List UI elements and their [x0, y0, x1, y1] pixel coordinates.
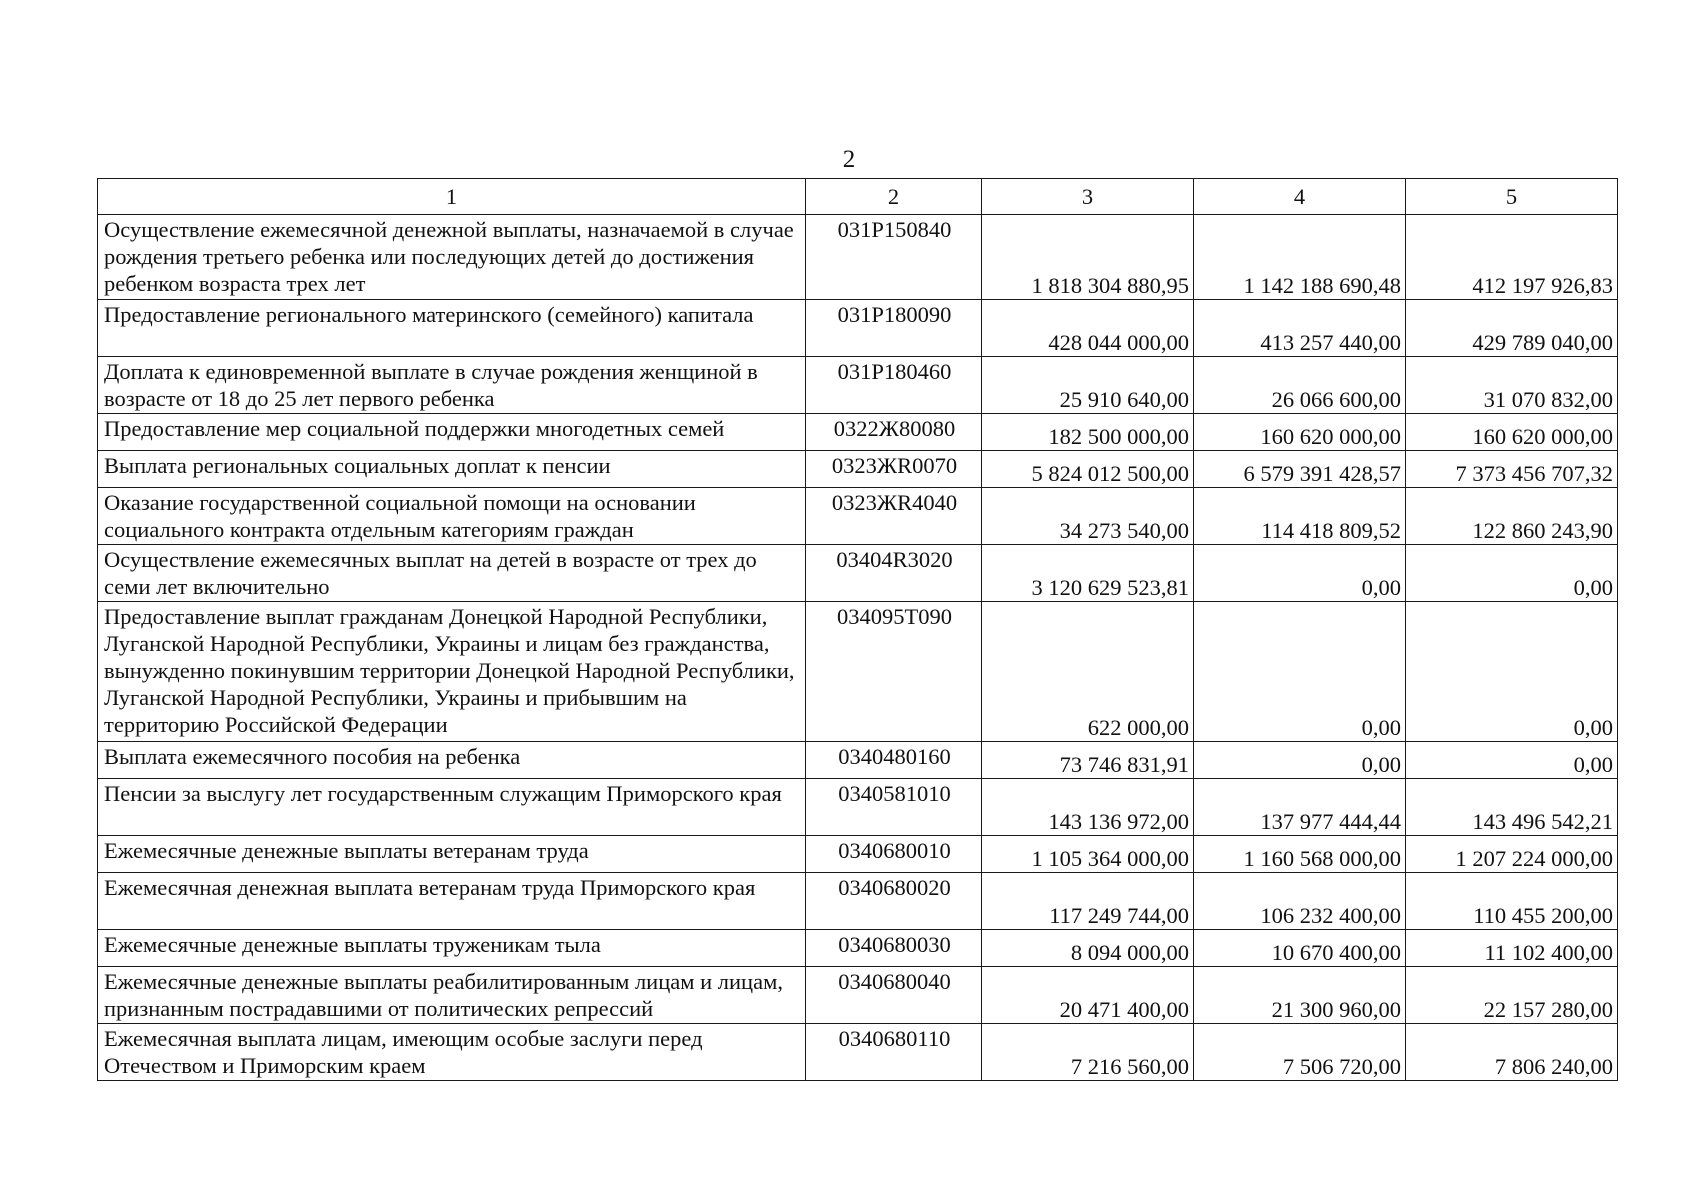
row-code: 0340680040: [806, 967, 982, 1024]
table-row: [98, 602, 1618, 742]
budget-table: [97, 178, 1618, 1081]
row-value-5: 160 620 000,00: [1406, 414, 1618, 451]
table-row: [98, 742, 1618, 779]
row-value-5: 122 860 243,90: [1406, 488, 1618, 545]
row-name: Осуществление ежемесячной денежной выплаты, назначаемой в случае рождения третьего ребенка или последующих детей до достижения ребенком возраста трех лет: [98, 215, 806, 300]
row-name: Ежемесячные денежные выплаты реабилитированным лицам и лицам, признанным пострадавшими от политических репрессий: [98, 967, 806, 1024]
row-name: Оказание государственной социальной помощи на основании социального контракта отдельным категориям граждан: [98, 488, 806, 545]
row-code: 03404R3020: [806, 545, 982, 602]
row-name: Предоставление выплат гражданам Донецкой Народной Республики, Луганской Народной Республики, Украины и лицам без гражданства, вынужденно покинувшим территории Донецкой Народной Республики, Луганской Народной Республики, Украины и прибывшим на территорию Российской Федерации: [98, 602, 806, 742]
row-code: 0323ЖR0070: [806, 451, 982, 488]
row-value-3: 1 818 304 880,95: [982, 215, 1194, 300]
row-value-4: 26 066 600,00: [1194, 357, 1406, 414]
table-header-row: [98, 179, 1618, 215]
row-name: Ежемесячная выплата лицам, имеющим особые заслуги перед Отечеством и Приморским краем: [98, 1024, 806, 1081]
row-value-5: 1 207 224 000,00: [1406, 836, 1618, 873]
row-name: Выплата региональных социальных доплат к пенсии: [98, 451, 806, 488]
row-value-4: 6 579 391 428,57: [1194, 451, 1406, 488]
row-name: Ежемесячная денежная выплата ветеранам труда Приморского края: [98, 873, 806, 930]
row-value-5: 412 197 926,83: [1406, 215, 1618, 300]
row-code: 034095T090: [806, 602, 982, 742]
column-header-1: 1: [98, 179, 806, 215]
row-value-4: 21 300 960,00: [1194, 967, 1406, 1024]
row-value-3: 25 910 640,00: [982, 357, 1194, 414]
row-value-4: 106 232 400,00: [1194, 873, 1406, 930]
row-name: Предоставление мер социальной поддержки многодетных семей: [98, 414, 806, 451]
row-code: 0322Ж80080: [806, 414, 982, 451]
row-value-3: 20 471 400,00: [982, 967, 1194, 1024]
row-value-3: 3 120 629 523,81: [982, 545, 1194, 602]
row-value-5: 143 496 542,21: [1406, 779, 1618, 836]
table-row: [98, 300, 1618, 357]
row-value-4: 1 142 188 690,48: [1194, 215, 1406, 300]
row-code: 0340480160: [806, 742, 982, 779]
column-header-2: 2: [806, 179, 982, 215]
row-code: 031P150840: [806, 215, 982, 300]
row-value-5: 11 102 400,00: [1406, 930, 1618, 967]
row-value-4: 160 620 000,00: [1194, 414, 1406, 451]
column-header-4: 4: [1194, 179, 1406, 215]
row-value-3: 428 044 000,00: [982, 300, 1194, 357]
row-value-5: 22 157 280,00: [1406, 967, 1618, 1024]
table-row: [98, 545, 1618, 602]
row-name: Выплата ежемесячного пособия на ребенка: [98, 742, 806, 779]
column-header-3: 3: [982, 179, 1194, 215]
row-name: Пенсии за выслугу лет государственным служащим Приморского края: [98, 779, 806, 836]
row-code: 0340581010: [806, 779, 982, 836]
row-name: Предоставление регионального материнского (семейного) капитала: [98, 300, 806, 357]
row-code: 0340680010: [806, 836, 982, 873]
row-name: Ежемесячные денежные выплаты ветеранам труда: [98, 836, 806, 873]
row-code: 031P180090: [806, 300, 982, 357]
row-name: Ежемесячные денежные выплаты труженикам тыла: [98, 930, 806, 967]
table-row: [98, 779, 1618, 836]
row-value-5: 0,00: [1406, 602, 1618, 742]
table-row: [98, 414, 1618, 451]
row-code: 031P180460: [806, 357, 982, 414]
row-value-3: 143 136 972,00: [982, 779, 1194, 836]
row-value-3: 7 216 560,00: [982, 1024, 1194, 1081]
row-value-3: 5 824 012 500,00: [982, 451, 1194, 488]
row-value-4: 7 506 720,00: [1194, 1024, 1406, 1081]
table-row: [98, 357, 1618, 414]
row-value-5: 7 806 240,00: [1406, 1024, 1618, 1081]
table-row: [98, 873, 1618, 930]
row-value-3: 1 105 364 000,00: [982, 836, 1194, 873]
row-value-4: 1 160 568 000,00: [1194, 836, 1406, 873]
row-value-4: 10 670 400,00: [1194, 930, 1406, 967]
row-code: 0323ЖR4040: [806, 488, 982, 545]
row-value-5: 110 455 200,00: [1406, 873, 1618, 930]
table-row: [98, 967, 1618, 1024]
row-value-5: 7 373 456 707,32: [1406, 451, 1618, 488]
row-value-4: 413 257 440,00: [1194, 300, 1406, 357]
table-row: [98, 215, 1618, 300]
table-row: [98, 451, 1618, 488]
row-name: Осуществление ежемесячных выплат на детей в возрасте от трех до семи лет включительно: [98, 545, 806, 602]
row-value-3: 34 273 540,00: [982, 488, 1194, 545]
row-value-3: 117 249 744,00: [982, 873, 1194, 930]
row-value-3: 622 000,00: [982, 602, 1194, 742]
row-value-4: 0,00: [1194, 545, 1406, 602]
table-row: [98, 836, 1618, 873]
row-value-3: 8 094 000,00: [982, 930, 1194, 967]
row-value-5: 0,00: [1406, 545, 1618, 602]
column-header-5: 5: [1406, 179, 1618, 215]
row-value-4: 137 977 444,44: [1194, 779, 1406, 836]
row-value-5: 0,00: [1406, 742, 1618, 779]
page-number: 2: [842, 146, 856, 173]
row-value-4: 0,00: [1194, 742, 1406, 779]
row-value-4: 0,00: [1194, 602, 1406, 742]
row-value-5: 31 070 832,00: [1406, 357, 1618, 414]
row-name: Доплата к единовременной выплате в случае рождения женщиной в возрасте от 18 до 25 лет первого ребенка: [98, 357, 806, 414]
row-code: 0340680110: [806, 1024, 982, 1081]
row-code: 0340680020: [806, 873, 982, 930]
row-value-3: 73 746 831,91: [982, 742, 1194, 779]
row-value-3: 182 500 000,00: [982, 414, 1194, 451]
row-code: 0340680030: [806, 930, 982, 967]
row-value-4: 114 418 809,52: [1194, 488, 1406, 545]
table-row: [98, 1024, 1618, 1081]
table-row: [98, 488, 1618, 545]
row-value-5: 429 789 040,00: [1406, 300, 1618, 357]
table-row: [98, 930, 1618, 967]
